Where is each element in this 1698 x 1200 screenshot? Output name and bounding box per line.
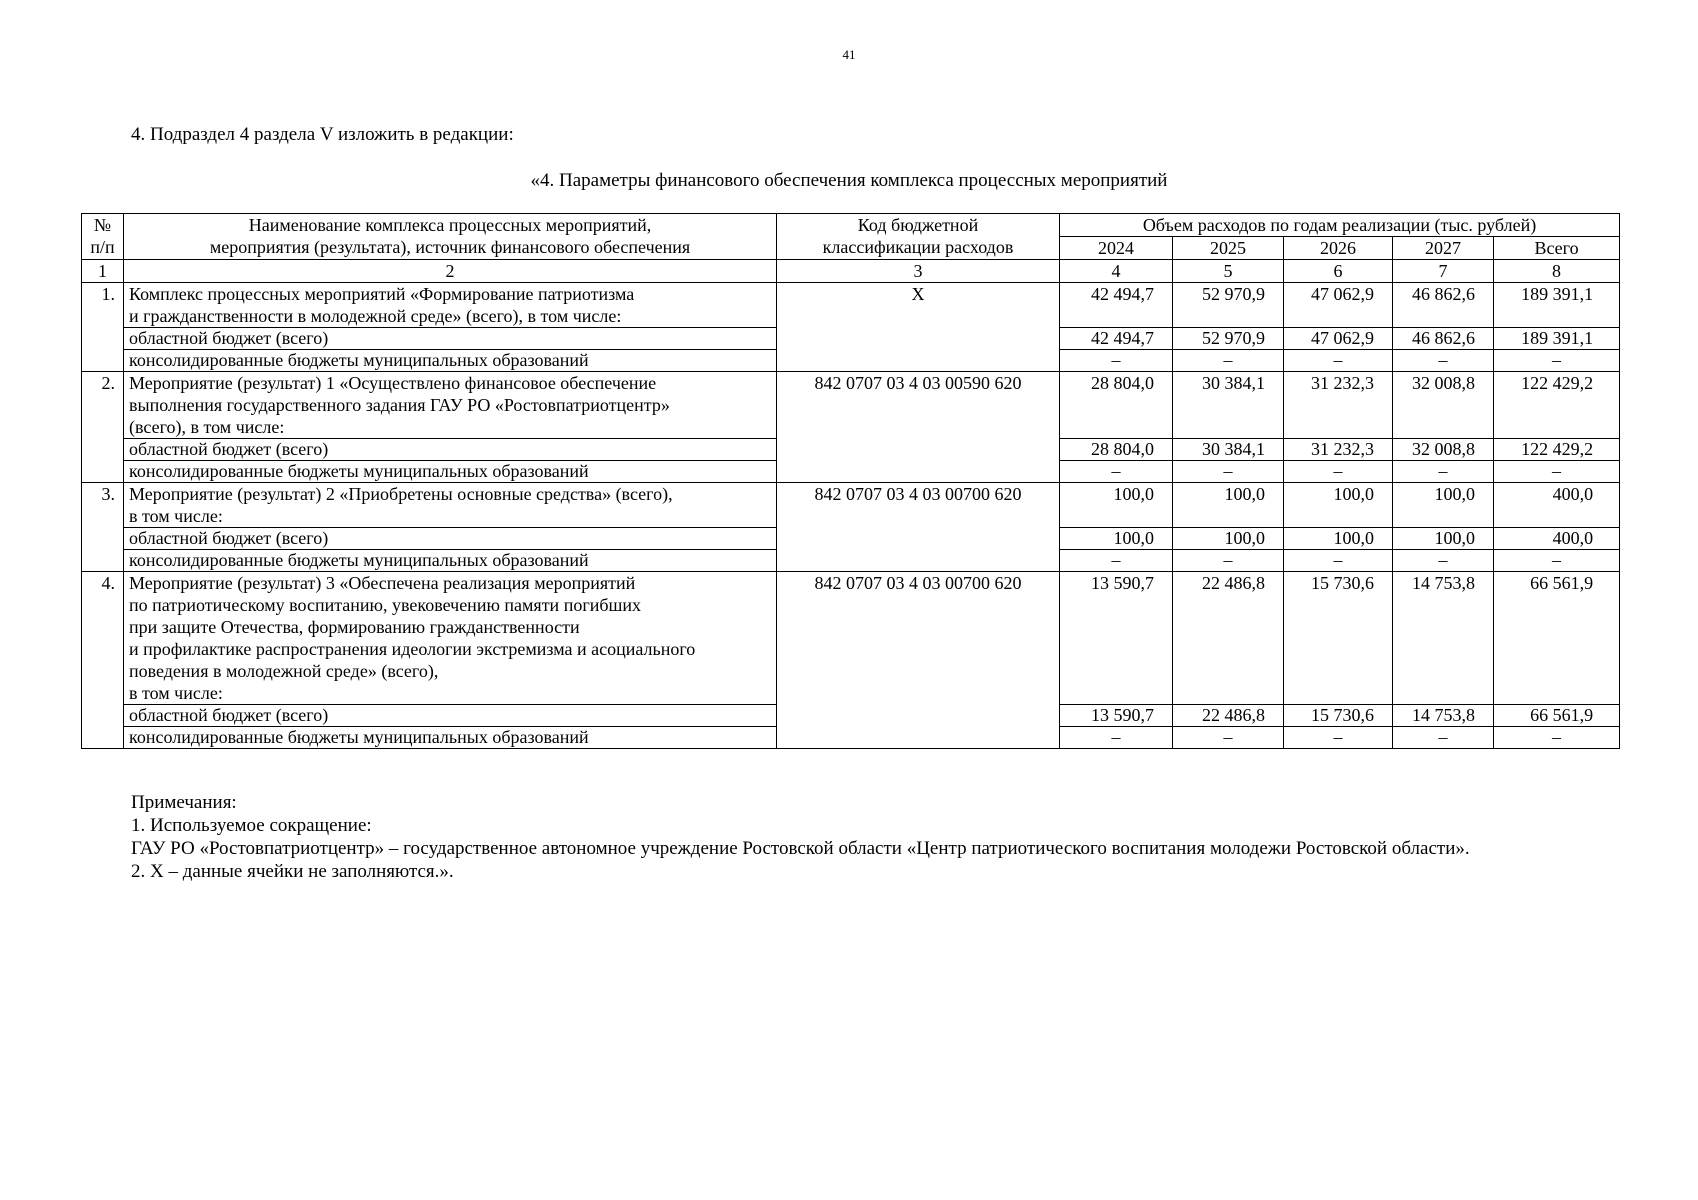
value-2024: 13 590,7: [1060, 572, 1173, 705]
row-name-line: выполнения государственного задания ГАУ РО «Ростовпатриотцентр»: [129, 395, 670, 415]
value-total: 189 391,1: [1494, 328, 1620, 350]
value-2027: 32 008,8: [1393, 372, 1494, 439]
value-total: –: [1494, 461, 1620, 483]
header-num: [82, 214, 124, 260]
page-number: 41: [842, 47, 856, 62]
row-code: 842 0707 03 4 03 00700 620: [777, 483, 1060, 572]
value-2024: 42 494,7: [1060, 328, 1173, 350]
row-name-line: и профилактике распространения идеологии экстремизма и асоциального: [129, 639, 696, 659]
value-2026: 15 730,6: [1284, 705, 1393, 727]
header-name-line1: Наименование комплекса процессных мероприятий,: [248, 215, 652, 235]
value-2027: 14 753,8: [1393, 572, 1494, 705]
subrow-label: консолидированные бюджеты муниципальных образований: [124, 727, 777, 749]
value-2027: –: [1393, 350, 1494, 372]
row-name-line: Мероприятие (результат) 2 «Приобретены основные средства» (всего),: [129, 484, 673, 504]
value-total: –: [1494, 550, 1620, 572]
value-2024: –: [1060, 461, 1173, 483]
table-title: «4. Параметры финансового обеспечения комплекса процессных мероприятий: [530, 170, 1168, 191]
value-2026: –: [1284, 350, 1393, 372]
value-2027: –: [1393, 550, 1494, 572]
value-2026: 47 062,9: [1284, 283, 1393, 328]
note-line: 2. X – данные ячейки не заполняются.».: [131, 861, 454, 882]
value-2024: 100,0: [1060, 528, 1173, 550]
table-row: [82, 283, 1620, 328]
value-2027: 14 753,8: [1393, 705, 1494, 727]
value-total: –: [1494, 350, 1620, 372]
subrow-label: областной бюджет (всего): [124, 439, 777, 461]
header-year-2024: 2024: [1060, 237, 1173, 260]
value-total: 189 391,1: [1494, 283, 1620, 328]
value-2025: 100,0: [1173, 483, 1284, 528]
colnum-3: 3: [777, 260, 1060, 283]
value-2025: 52 970,9: [1173, 283, 1284, 328]
row-num: 4.: [82, 572, 124, 749]
value-2024: 42 494,7: [1060, 283, 1173, 328]
value-2025: –: [1173, 727, 1284, 749]
header-volume: Объем расходов по годам реализации (тыс. рублей): [1060, 214, 1620, 237]
value-2025: 22 486,8: [1173, 705, 1284, 727]
value-total: 400,0: [1494, 483, 1620, 528]
value-total: 122 429,2: [1494, 439, 1620, 461]
value-2027: 46 862,6: [1393, 283, 1494, 328]
header-num-line1: №: [93, 215, 112, 235]
value-2025: 100,0: [1173, 528, 1284, 550]
value-total: 400,0: [1494, 528, 1620, 550]
header-num-line2: п/п: [90, 237, 115, 257]
financial-table: [81, 213, 1620, 749]
value-2026: 100,0: [1284, 483, 1393, 528]
row-name-line: при защите Отечества, формированию гражданственности: [129, 617, 580, 637]
subrow-label: областной бюджет (всего): [124, 705, 777, 727]
row-name: [124, 372, 777, 439]
value-2025: –: [1173, 550, 1284, 572]
row-name: [124, 283, 777, 328]
value-2024: 28 804,0: [1060, 372, 1173, 439]
row-name-line: поведения в молодежной среде» (всего),: [129, 661, 439, 681]
value-2026: 100,0: [1284, 528, 1393, 550]
value-2024: 100,0: [1060, 483, 1173, 528]
header-code-line1: Код бюджетной: [857, 215, 979, 235]
row-name: [124, 572, 777, 705]
row-name-line: в том числе:: [129, 683, 223, 703]
note-line: ГАУ РО «Ростовпатриотцентр» – государственное автономное учреждение Ростовской области «Центр патриотического воспитания молодежи Ростовской области».: [131, 838, 1470, 859]
row-name-line: в том числе:: [129, 506, 223, 526]
value-2024: 28 804,0: [1060, 439, 1173, 461]
value-2026: –: [1284, 461, 1393, 483]
colnum-8: 8: [1494, 260, 1620, 283]
row-name-line: и гражданственности в молодежной среде» (всего), в том числе:: [129, 306, 622, 326]
value-2024: –: [1060, 727, 1173, 749]
value-2027: 100,0: [1393, 483, 1494, 528]
colnum-2: 2: [124, 260, 777, 283]
colnum-6: 6: [1284, 260, 1393, 283]
value-2025: 30 384,1: [1173, 372, 1284, 439]
value-2026: 47 062,9: [1284, 328, 1393, 350]
header-year-2026: 2026: [1284, 237, 1393, 260]
row-name-line: Мероприятие (результат) 3 «Обеспечена реализация мероприятий: [129, 573, 636, 593]
header-year-2027: 2027: [1393, 237, 1494, 260]
value-2026: 31 232,3: [1284, 372, 1393, 439]
subrow-label: консолидированные бюджеты муниципальных образований: [124, 461, 777, 483]
header-code-line2: классификации расходов: [822, 237, 1014, 257]
table-row: [82, 483, 1620, 528]
header-name: [124, 214, 777, 260]
value-2024: –: [1060, 550, 1173, 572]
colnum-4: 4: [1060, 260, 1173, 283]
subrow-label: областной бюджет (всего): [124, 328, 777, 350]
value-2025: 22 486,8: [1173, 572, 1284, 705]
value-2027: 46 862,6: [1393, 328, 1494, 350]
row-name: [124, 483, 777, 528]
value-2025: 52 970,9: [1173, 328, 1284, 350]
value-2025: –: [1173, 461, 1284, 483]
colnum-1: 1: [82, 260, 124, 283]
subrow-label: областной бюджет (всего): [124, 528, 777, 550]
table-row: [82, 372, 1620, 439]
colnum-7: 7: [1393, 260, 1494, 283]
table-row: [82, 572, 1620, 705]
row-name-line: Мероприятие (результат) 1 «Осуществлено финансовое обеспечение: [129, 373, 657, 393]
header-name-line2: мероприятия (результата), источник финансового обеспечения: [209, 237, 691, 257]
value-2026: 15 730,6: [1284, 572, 1393, 705]
value-2025: –: [1173, 350, 1284, 372]
value-2024: –: [1060, 350, 1173, 372]
notes-section: [131, 791, 1470, 883]
row-num: 3.: [82, 483, 124, 572]
colnum-5: 5: [1173, 260, 1284, 283]
intro-paragraph: 4. Подраздел 4 раздела V изложить в редакции:: [131, 124, 514, 145]
note-line: 1. Используемое сокращение:: [131, 815, 372, 836]
row-code: 842 0707 03 4 03 00590 620: [777, 372, 1060, 483]
row-name-line: (всего), в том числе:: [129, 417, 285, 437]
value-total: 122 429,2: [1494, 372, 1620, 439]
row-code: 842 0707 03 4 03 00700 620: [777, 572, 1060, 749]
value-total: 66 561,9: [1494, 572, 1620, 705]
value-2027: –: [1393, 727, 1494, 749]
header-year-2025: 2025: [1173, 237, 1284, 260]
subrow-label: консолидированные бюджеты муниципальных образований: [124, 550, 777, 572]
value-2026: 31 232,3: [1284, 439, 1393, 461]
value-2027: 100,0: [1393, 528, 1494, 550]
header-row-1: [82, 214, 1620, 237]
value-2024: 13 590,7: [1060, 705, 1173, 727]
value-total: 66 561,9: [1494, 705, 1620, 727]
row-name-line: по патриотическому воспитанию, увековечению памяти погибших: [129, 595, 641, 615]
row-code: X: [777, 283, 1060, 372]
subrow-label: консолидированные бюджеты муниципальных образований: [124, 350, 777, 372]
header-code: [777, 214, 1060, 260]
notes-heading: Примечания:: [131, 792, 237, 813]
row-name-line: Комплекс процессных мероприятий «Формирование патриотизма: [129, 284, 635, 304]
value-2026: –: [1284, 550, 1393, 572]
header-total: Всего: [1494, 237, 1620, 260]
value-2026: –: [1284, 727, 1393, 749]
value-total: –: [1494, 727, 1620, 749]
header-row-colnums: [82, 260, 1620, 283]
value-2027: 32 008,8: [1393, 439, 1494, 461]
row-num: 2.: [82, 372, 124, 483]
value-2027: –: [1393, 461, 1494, 483]
row-num: 1.: [82, 283, 124, 372]
value-2025: 30 384,1: [1173, 439, 1284, 461]
